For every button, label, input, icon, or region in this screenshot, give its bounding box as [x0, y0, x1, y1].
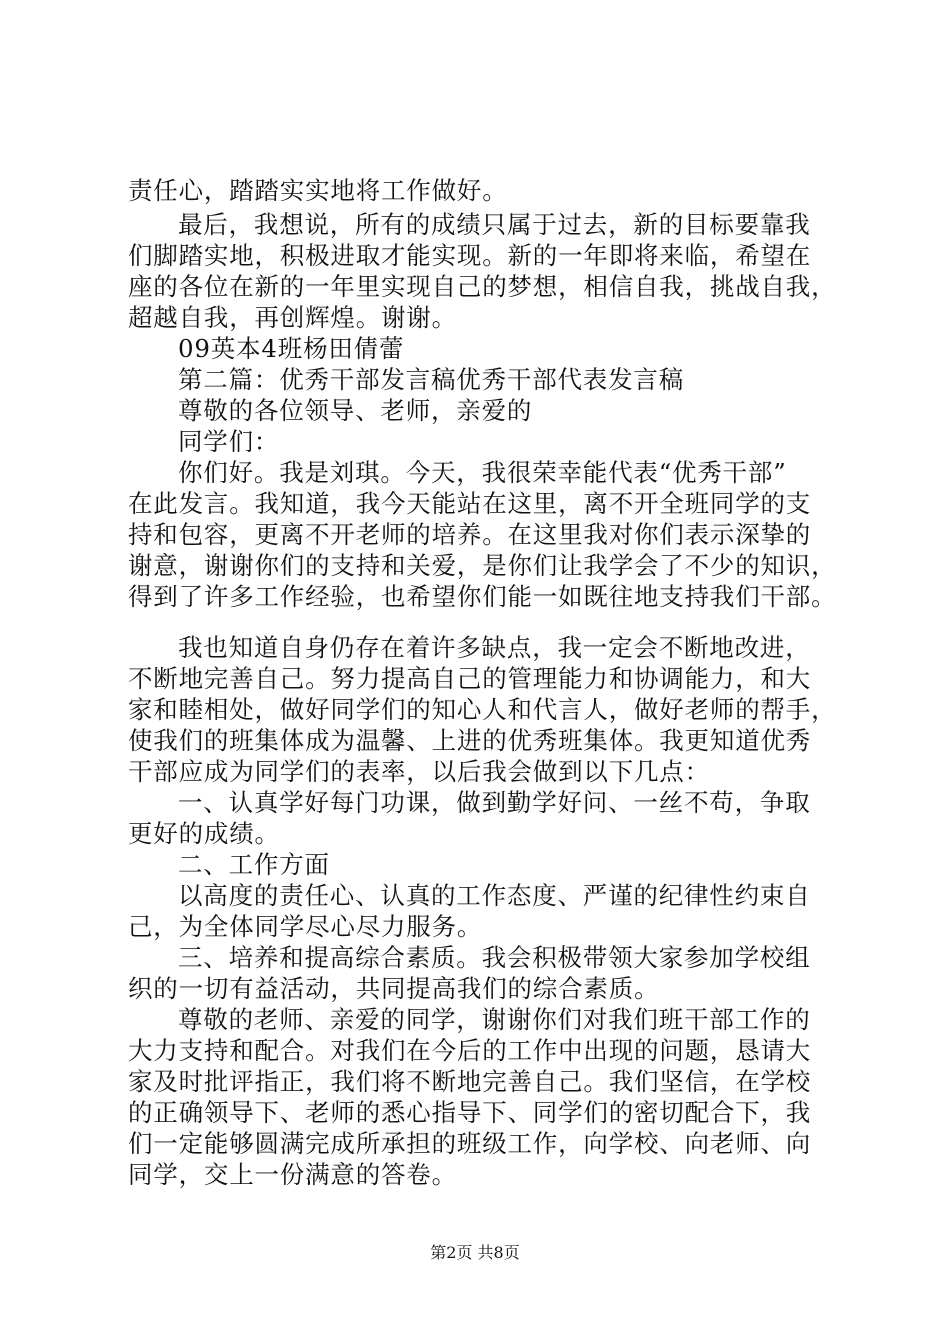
paragraph-line: 们一定能够圆满完成所承担的班级工作，向学校、向老师、向: [128, 1129, 812, 1158]
page-number-footer: 第2页 共8页: [430, 1243, 520, 1262]
paragraph-line: 不断地完善自己。努力提高自己的管理能力和协调能力，和大: [128, 664, 812, 693]
paragraph-line: 们脚踏实地，积极进取才能实现。新的一年即将来临，希望在: [128, 241, 812, 270]
paragraph-line: 己，为全体同学尽心尽力服务。: [128, 912, 483, 941]
paragraph-line: 得到了许多工作经验，也希望你们能一如既往地支持我们干部。: [128, 582, 837, 611]
paragraph-line: 尊敬的老师、亲爱的同学，谢谢你们对我们班干部工作的: [178, 1005, 811, 1034]
paragraph-line: 我也知道自身仍存在着许多缺点，我一定会不断地改进，: [178, 633, 811, 662]
paragraph-line: 三、培养和提高综合素质。我会积极带领大家参加学校组: [178, 943, 811, 972]
paragraph-line: 持和包容，更离不开老师的培养。在这里我对你们表示深挚的: [128, 520, 812, 549]
paragraph-line: 家和睦相处，做好同学们的知心人和代言人，做好老师的帮手，: [128, 695, 837, 724]
signature-line: 09英本4班杨田倩蕾: [178, 334, 405, 363]
paragraph-line: 织的一切有益活动，共同提高我们的综合素质。: [128, 974, 660, 1003]
paragraph-line: 以高度的责任心、认真的工作态度、严谨的纪律性约束自: [178, 881, 811, 910]
paragraph-line: 谢意，谢谢你们的支持和关爱，是你们让我学会了不少的知识，: [128, 551, 837, 580]
paragraph-line: 二、工作方面: [178, 850, 330, 879]
paragraph-line: 的正确领导下、老师的悉心指导下、同学们的密切配合下，我: [128, 1098, 812, 1127]
paragraph-line: 使我们的班集体成为温馨、上进的优秀班集体。我更知道优秀: [128, 726, 812, 755]
paragraph-line: 你们好。我是刘琪。今天，我很荣幸能代表“优秀干部”: [178, 458, 787, 487]
paragraph-line: 家及时批评指正，我们将不断地完善自己。我们坚信，在学校: [128, 1067, 812, 1096]
paragraph-line: 在此发言。我知道，我今天能站在这里，离不开全班同学的支: [128, 489, 812, 518]
paragraph-line: 责任心，踏踏实实地将工作做好。: [128, 176, 508, 205]
paragraph-line: 座的各位在新的一年里实现自己的梦想，相信自我，挑战自我，: [128, 272, 837, 301]
section-heading: 第二篇：优秀干部发言稿优秀干部代表发言稿: [178, 365, 684, 394]
paragraph-line: 同学，交上一份满意的答卷。: [128, 1160, 457, 1189]
salutation-line: 同学们：: [178, 427, 280, 456]
paragraph-line: 更好的成绩。: [128, 819, 280, 848]
salutation-line: 尊敬的各位领导、老师，亲爱的: [178, 396, 533, 425]
paragraph-line: 一、认真学好每门功课，做到勤学好问、一丝不苟，争取: [178, 788, 811, 817]
paragraph-line: 最后，我想说，所有的成绩只属于过去，新的目标要靠我: [178, 210, 811, 239]
paragraph-line: 超越自我，再创辉煌。谢谢。: [128, 303, 457, 332]
paragraph-line: 大力支持和配合。对我们在今后的工作中出现的问题，恳请大: [128, 1036, 812, 1065]
paragraph-line: 干部应成为同学们的表率，以后我会做到以下几点：: [128, 757, 710, 786]
